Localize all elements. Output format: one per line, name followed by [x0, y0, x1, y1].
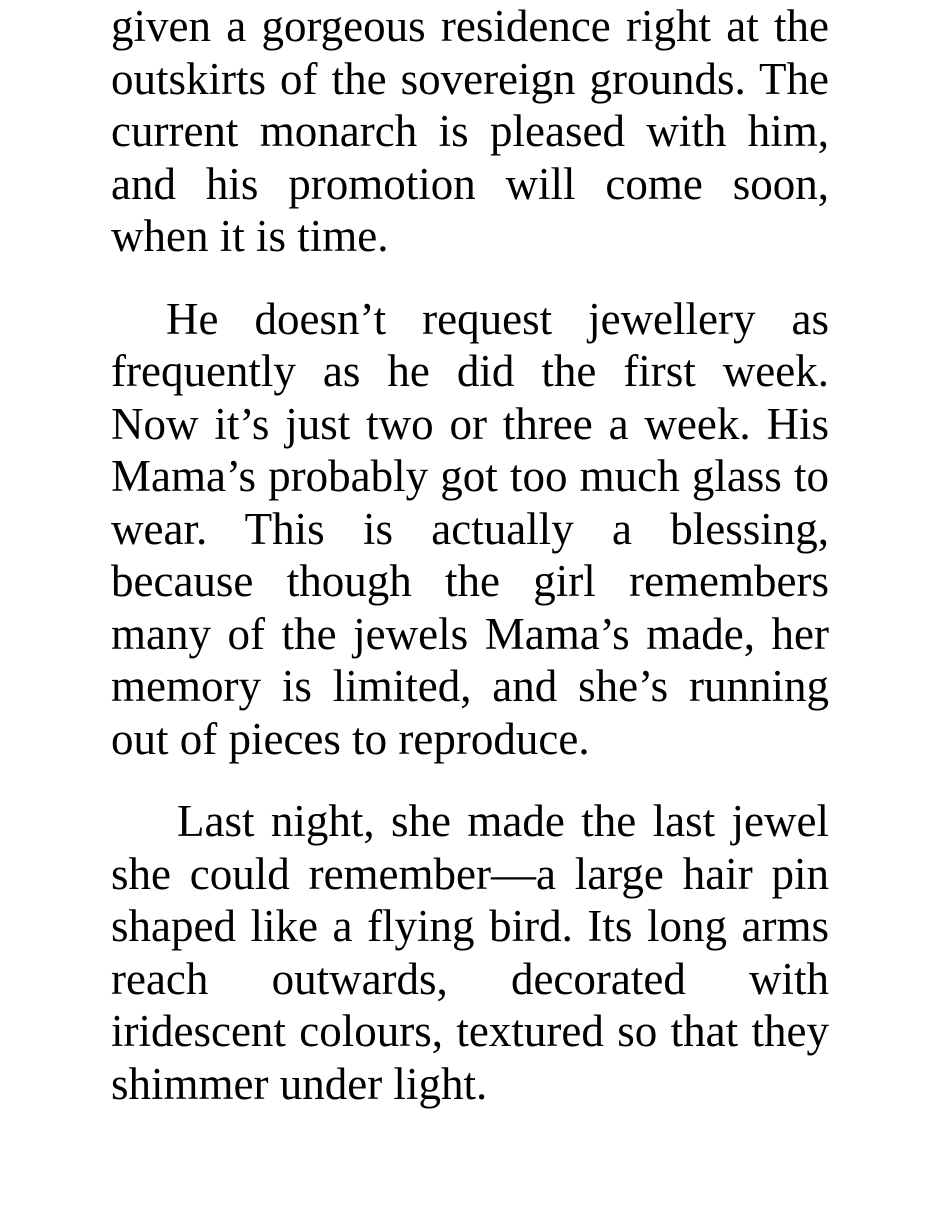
paragraph-continuation: given a gorgeous residence right at the outskirts of the sovereign grounds. The current monarch is pleased with him, and his promotion will come soon, when it is time. [111, 1, 829, 261]
paragraph-last-jewel: Last night, she made the last jewel she could remember—a large hair pin shaped like a flying bird. Its long arms reach outwards, decorated with iridescent colours, textured so that they shimmer under light. [111, 796, 829, 1109]
paragraph-jewellery-requests: He doesn’t request jewellery as frequently as he did the first week. Now it’s just two or three a week. His Mama’s probably got too much glass to wear. This is actually a blessing, because though the girl remembers many of the jewels Mama’s made, her memory is limited, and she’s running out of pieces to reproduce. [111, 293, 829, 764]
document-page [111, 0, 829, 1110]
